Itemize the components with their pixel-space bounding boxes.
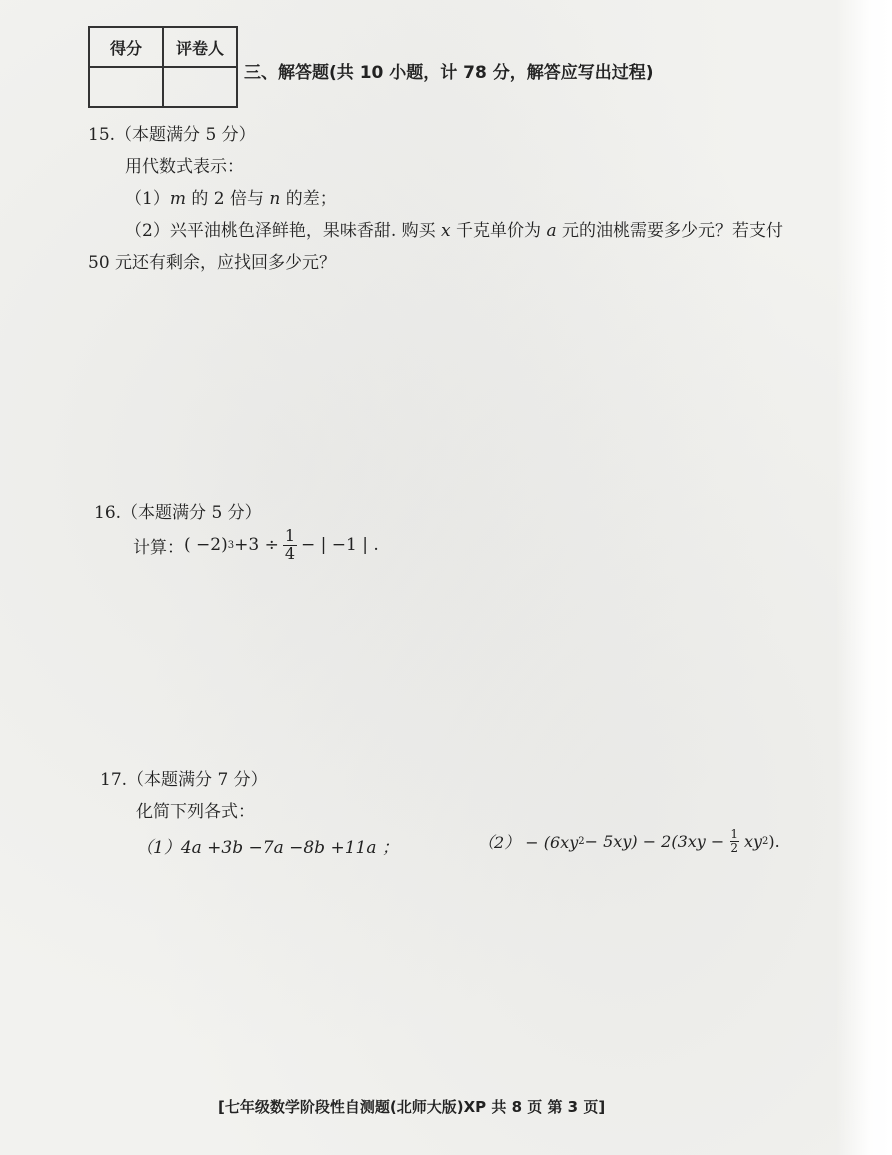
q17-fraction <box>728 828 740 854</box>
q15-var-a: a <box>546 221 557 241</box>
q16-exponent: 3 <box>227 539 235 551</box>
q17-part2-b: − 5xy) − 2(3xy − <box>584 831 725 851</box>
q17-header: 17.（本题满分 7 分） <box>100 770 268 790</box>
q17-frac-den: 2 <box>730 840 738 855</box>
q16-fraction <box>283 528 297 563</box>
q15-part2-suffix: 元的油桃需要多少元？若支付 <box>556 221 783 241</box>
q17-part2-exp1: 2 <box>578 835 585 847</box>
q16-expr-part1: ( −2) <box>184 535 228 556</box>
q15-var-n: n <box>269 189 281 209</box>
q16-expr-part2: +3 ÷ <box>234 535 279 556</box>
q17-part2 <box>478 828 780 854</box>
q16-formula <box>133 528 379 563</box>
score-table <box>88 26 238 108</box>
reviewer-header: 评卷人 <box>163 27 237 67</box>
q16-expr-part3: − | −1 | . <box>301 535 379 556</box>
q15-instruction: 用代数式表示： <box>125 157 244 177</box>
q15-var-x: x <box>441 221 451 241</box>
q17-instruction: 化简下列各式： <box>136 802 255 822</box>
q15-part2-prefix: （2）兴平油桃色泽鲜艳，果味香甜. 购买 <box>125 221 442 241</box>
q15-part2 <box>125 216 783 241</box>
q15-part2-line2: 50 元还有剩余，应找回多少元？ <box>88 253 337 273</box>
q16-frac-num: 1 <box>284 526 296 545</box>
q17-frac-num: 1 <box>730 827 738 841</box>
score-header: 得分 <box>89 27 163 67</box>
q15-var-m: m <box>169 189 186 209</box>
q15-part1-suffix: 的差； <box>280 189 337 209</box>
q17-part2-a: （2） − (6xy <box>478 832 579 852</box>
q16-header: 16.（本题满分 5 分） <box>94 503 262 523</box>
q17-part2-exp2: 2 <box>762 835 769 847</box>
score-cell <box>89 67 163 107</box>
q15-part1-prefix: （1） <box>125 189 170 209</box>
q16-frac-den: 4 <box>284 543 296 563</box>
q17-part1: （1）4a +3b −7a −8b +11a ； <box>136 838 399 858</box>
q15-part2-mid: 千克单价为 <box>450 221 547 241</box>
q15-part1-mid: 的 2 倍与 <box>185 189 270 209</box>
page-footer: [七年级数学阶段性自测题(北师大版)XP 共 8 页 第 3 页] <box>218 1098 606 1116</box>
q17-part2-c: xy <box>743 831 763 851</box>
reviewer-cell <box>163 67 237 107</box>
section-heading: 三、解答题(共 10 小题，计 78 分，解答应写出过程) <box>244 63 654 83</box>
q16-lead: 计算： <box>133 537 184 558</box>
q17-part2-d: ). <box>768 831 780 851</box>
q15-part1 <box>125 184 337 209</box>
q15-header: 15.（本题满分 5 分） <box>88 125 256 145</box>
page-edge <box>836 0 892 1155</box>
